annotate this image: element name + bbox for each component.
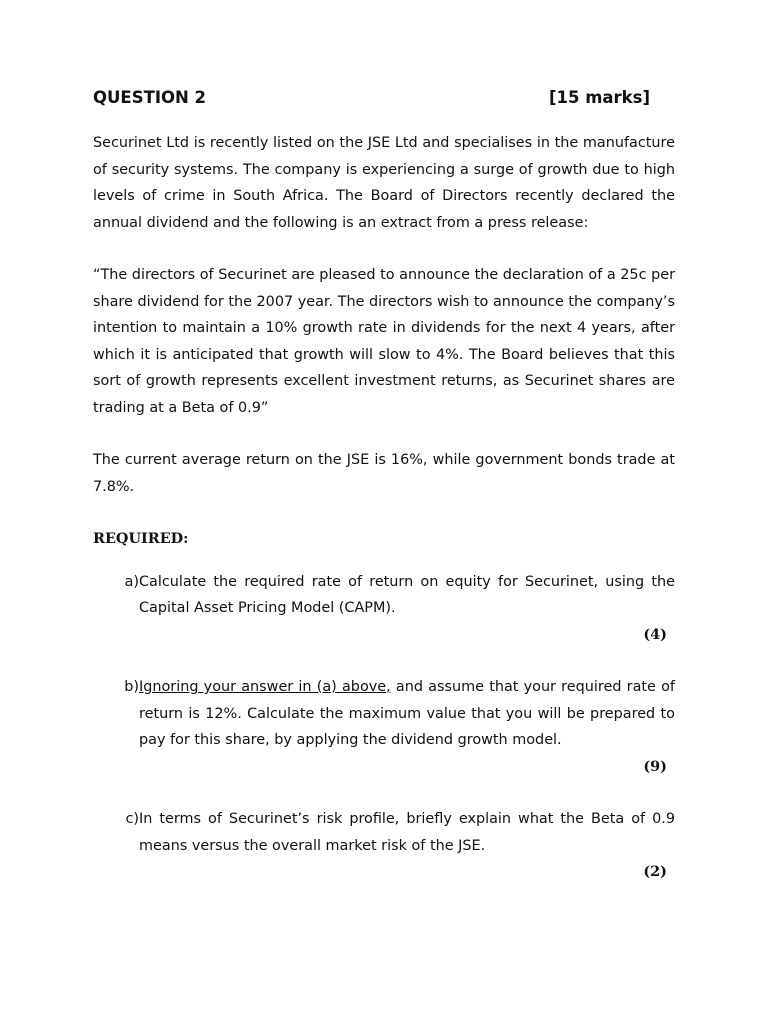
item-label: c): [125, 811, 139, 827]
item-marks: (4): [643, 625, 667, 643]
item-body: [139, 806, 675, 886]
item-text: Calculate the required rate of return on equity for Securinet, using the Capital Asset Pricing Model (CAPM).: [139, 573, 675, 616]
question-list: [93, 569, 675, 886]
press-release-quote: “The directors of Securinet are pleased to announce the declaration of a 25c per share dividend for the 2007 year. The directors wish to announce the company’s intention to maintain a 10% growth rate in dividends for the next 4 years, after which it is anticipated that growth will slow to 4%. The Board believes that this sort of growth represents excellent investment returns, as Securinet shares are trading at a Beta of 0.9”: [93, 267, 675, 416]
list-item: [93, 806, 675, 886]
item-text: In terms of Securinet’s risk profile, briefly explain what the Beta of 0.9 means versus the overall market risk of the JSE.: [139, 811, 675, 854]
item-text-rest: and assume that your required rate of return is 12%. Calculate the maximum value that you will be prepared to pay for this share, by applying the dividend growth model.: [139, 679, 675, 748]
list-item: [93, 674, 675, 780]
item-text: [139, 674, 675, 754]
question-title: QUESTION 2: [93, 88, 207, 107]
underlined-instruction: Ignoring your answer in (a) above,: [139, 679, 391, 695]
item-marks: (2): [643, 863, 667, 880]
intro-paragraph: Securinet Ltd is recently listed on the JSE Ltd and specialises in the manufacture of security systems. The company is experiencing a surge of growth due to high levels of crime in South Africa. The Board of Directors recently declared the annual dividend and the following is an extract from a press release:: [93, 135, 675, 231]
question-marks: [15 marks]: [548, 88, 650, 107]
item-label: a): [124, 573, 139, 590]
market-paragraph: The current average return on the JSE is 16%, while government bonds trade at 7.8%.: [93, 452, 675, 495]
list-item: [93, 569, 675, 649]
item-label: b): [124, 679, 139, 695]
item-body: [139, 674, 675, 780]
question-heading: [93, 86, 675, 110]
item-body: [139, 569, 675, 649]
required-label: REQUIRED:: [93, 530, 189, 547]
exam-page: [93, 86, 675, 886]
item-marks: (9): [643, 757, 667, 775]
